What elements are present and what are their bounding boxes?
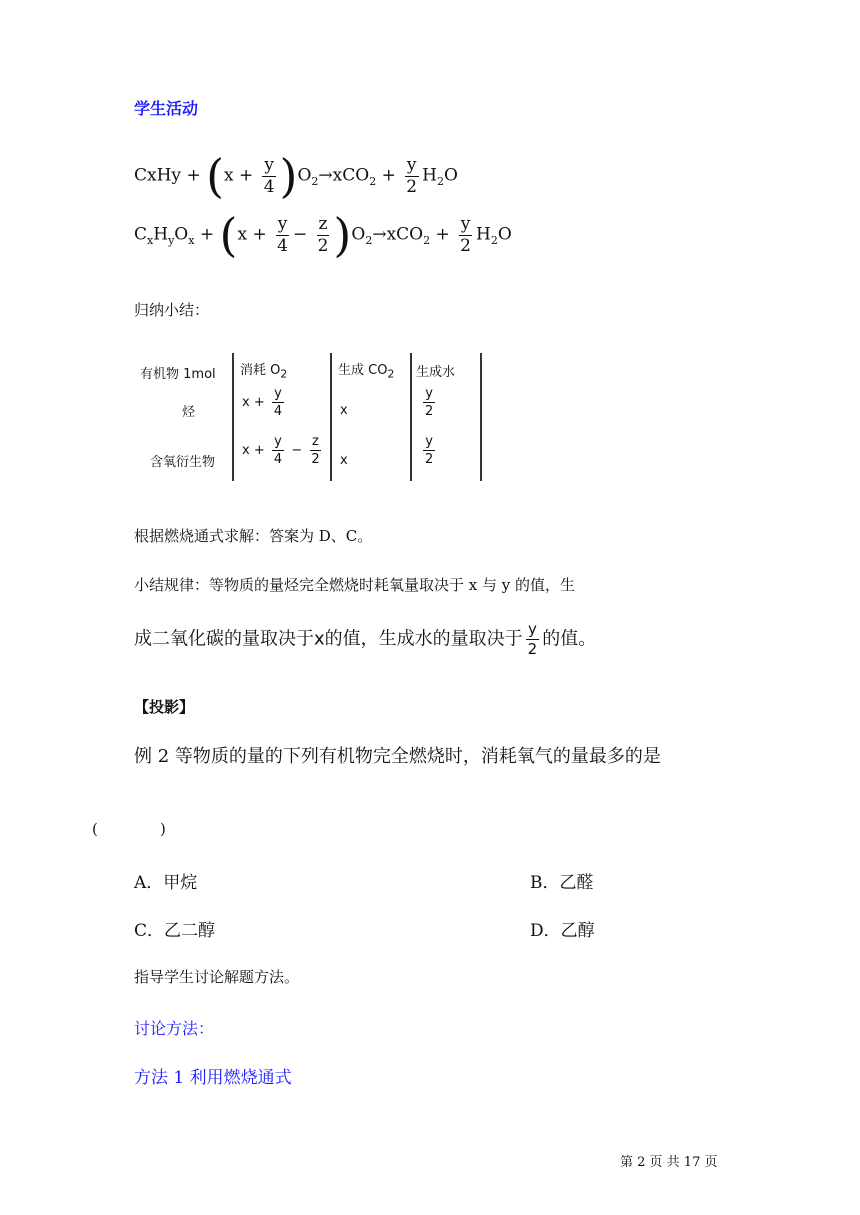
combustion-equation-oxygen-derivative: $C_xH_yO_x + (x$ + $\frac{y}{4}$ − $\frac{z}{2}$ )$O_2\to xCO_2$ + $\frac{y}{2}$ $H_2O$ xyxy=(134,208,512,262)
table-cell-o2-hydrocarbon: x + $\frac{y}{4}$ xyxy=(242,386,283,419)
table-header-co2: 生成 $CO_2$ xyxy=(338,363,395,381)
projection-label: 【投影】 xyxy=(134,698,195,716)
guide-paragraph: 指导学生讨论解题方法。 xyxy=(134,968,300,986)
rule-paragraph-continued: 成二氧化碳的量取决于x的值，生成水的量取决于 $\frac{y}{2}$ 的值。 xyxy=(134,620,597,658)
example-question: 例 2 等物质的量的下列有机物完全燃烧时，消耗氧气的量最多的是 xyxy=(134,746,661,767)
table-divider xyxy=(330,353,332,481)
method-1-heading: 方法 1 利用燃烧通式 xyxy=(134,1068,292,1088)
discuss-heading: 讨论方法： xyxy=(134,1019,215,1038)
option-c: C．乙二醇 xyxy=(134,921,216,941)
reaction-arrow: → xyxy=(318,165,333,186)
rule-paragraph: 小结规律：等物质的量烃完全燃烧时耗氧量取决于 x 与 y 的值，生 xyxy=(134,576,576,594)
answer-paragraph: 根据燃烧通式求解：答案为 D、C。 xyxy=(134,527,373,545)
answer-blank-open: ( xyxy=(92,820,98,838)
table-cell-water-hydrocarbon: $\frac{y}{2}$ xyxy=(425,386,434,419)
summary-label: 归纳小结： xyxy=(134,301,210,319)
table-header-o2: 消耗 $O_2$ xyxy=(240,363,288,381)
combustion-summary-table xyxy=(140,353,485,483)
table-cell-co2-hydrocarbon: x xyxy=(340,403,348,418)
table-header-water: 生成水 xyxy=(416,365,456,380)
table-row-hydrocarbon-label: 烃 xyxy=(182,405,196,420)
table-header-organic: 有机物 1mol xyxy=(140,367,216,382)
table-divider xyxy=(232,353,234,481)
option-a: A．甲烷 xyxy=(134,873,198,893)
table-row-derivative-label: 含氧衍生物 xyxy=(150,455,216,470)
table-divider xyxy=(410,353,412,481)
table-cell-co2-derivative: x xyxy=(340,453,348,468)
option-d: D．乙醇 xyxy=(530,921,595,941)
table-divider xyxy=(480,353,482,481)
page-footer: 第 2 页 共 17 页 xyxy=(620,1155,718,1170)
table-cell-o2-derivative: x + $\frac{y}{4}$ − $\frac{z}{2}$ xyxy=(242,434,320,467)
formula-cxhy: CxHy xyxy=(134,165,182,186)
section-heading: 学生活动 xyxy=(134,99,199,118)
reaction-arrow: → xyxy=(372,224,387,245)
combustion-equation-hydrocarbon: CxHy + (x + $\frac{y}{4}$ )$O_2\to xCO_2$ + $\frac{y}{2}$ $H_2O$ xyxy=(134,149,458,203)
answer-blank-close: ) xyxy=(160,820,166,838)
table-cell-water-derivative: $\frac{y}{2}$ xyxy=(425,434,434,467)
option-b: B．乙醛 xyxy=(530,873,594,893)
